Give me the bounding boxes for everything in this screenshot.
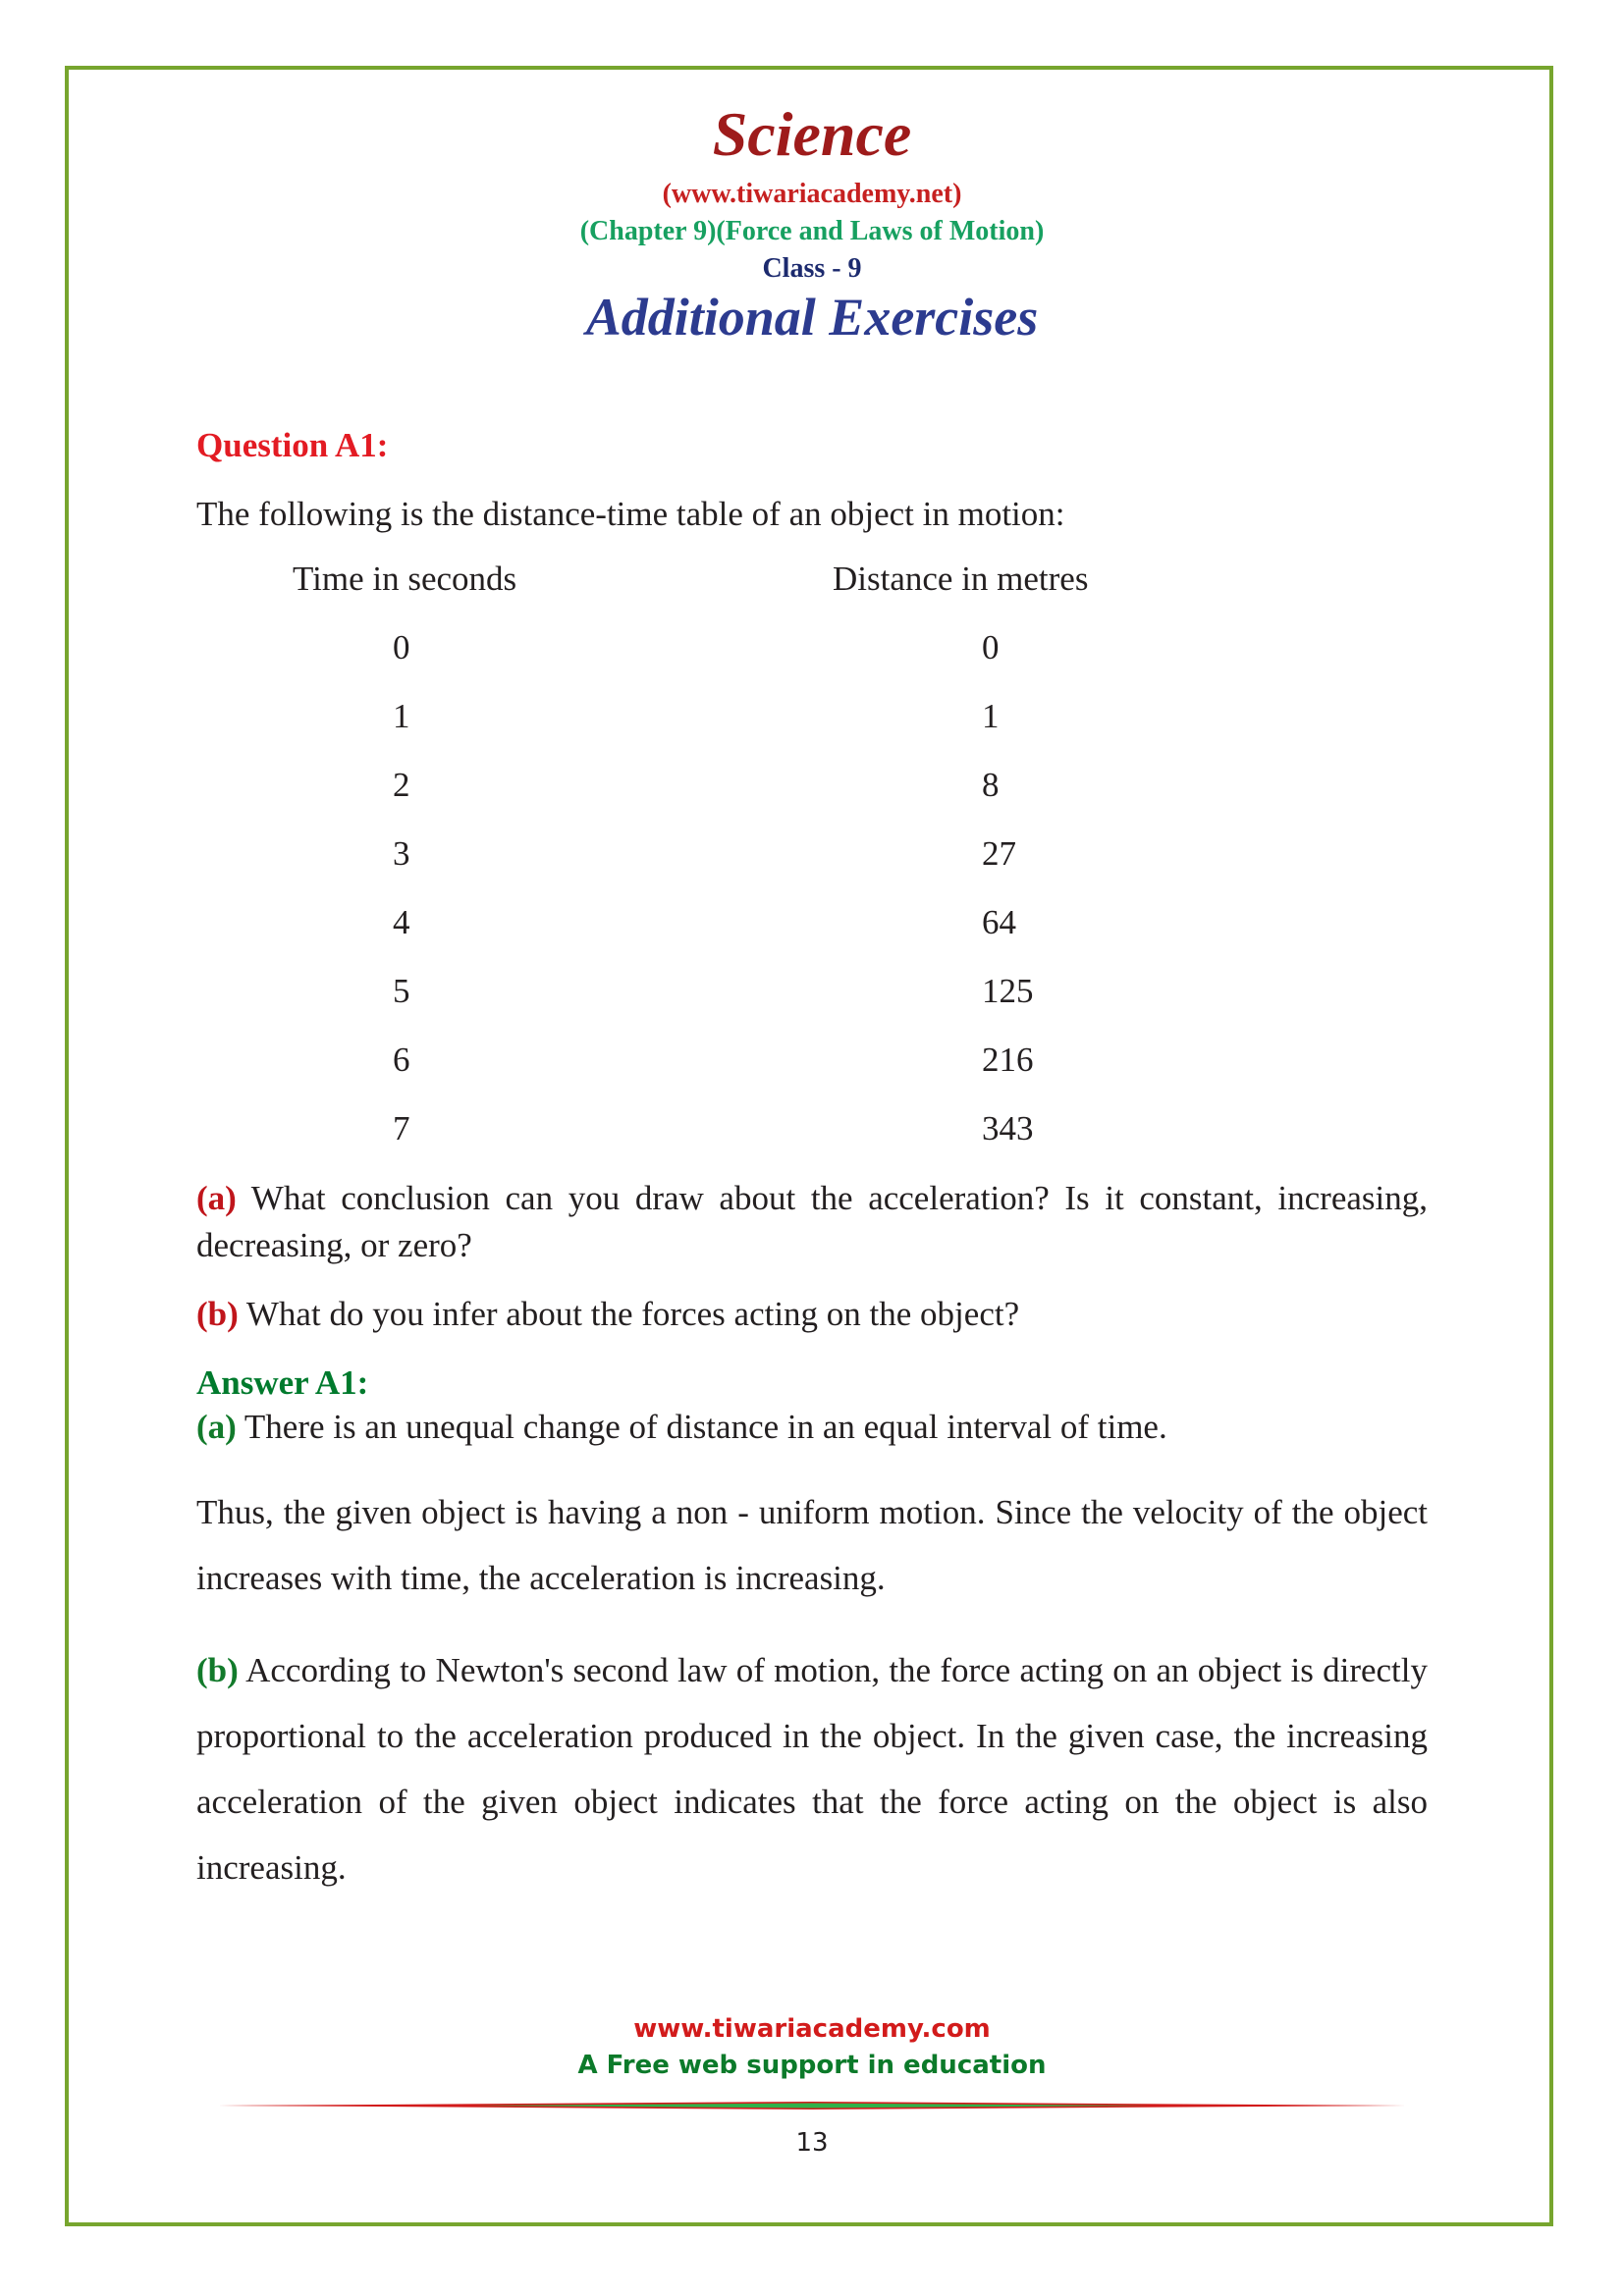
- footer-website: www.tiwariacademy.com: [633, 2014, 991, 2044]
- table-cell-time: 5: [393, 972, 410, 1010]
- footer-tagline: A Free web support in education: [577, 2051, 1047, 2080]
- table-cell-distance: 343: [982, 1109, 1034, 1148]
- table-cell-time: 4: [393, 903, 410, 941]
- table-cell-time: 1: [393, 697, 410, 735]
- question-part-a-label: (a): [196, 1179, 237, 1217]
- question-intro: The following is the distance-time table of an object in motion:: [196, 495, 1065, 533]
- table-cell-distance: 1: [982, 697, 1000, 735]
- footer-divider: [218, 2102, 1406, 2109]
- question-part-b: [196, 1291, 1428, 1337]
- table-cell-distance: 125: [982, 972, 1034, 1010]
- table-cell-time: 7: [393, 1109, 410, 1148]
- answer-part-a: [196, 1404, 1428, 1450]
- question-heading: Question A1:: [196, 426, 389, 464]
- question-part-a-text: What conclusion can you draw about the acceleration? Is it constant, increasing, decreasing, or zero?: [196, 1179, 1428, 1264]
- table-cell-time: 6: [393, 1041, 410, 1079]
- section-subtitle: Additional Exercises: [585, 288, 1039, 347]
- class-label: Class - 9: [762, 253, 862, 284]
- table-cell-distance: 27: [982, 834, 1016, 873]
- answer-heading: Answer A1:: [196, 1363, 369, 1402]
- table-cell-time: 2: [393, 766, 410, 804]
- table-cell-distance: 0: [982, 628, 1000, 667]
- answer-part-b-label: (b): [196, 1651, 239, 1689]
- answer-part-b-text: According to Newton's second law of motion, the force acting on an object is directly proportional to the acceleration produced in the object. In the given case, the increasing acceleration of the given object indicates that the force acting on the object is also increasing.: [196, 1651, 1428, 1887]
- question-part-b-text: What do you infer about the forces acting on the object?: [238, 1295, 1020, 1333]
- answer-part-a-text: There is an unequal change of distance in an equal interval of time.: [236, 1408, 1167, 1446]
- table-header-distance: Distance in metres: [833, 560, 1089, 598]
- question-part-a: [196, 1175, 1428, 1269]
- table-header-time: Time in seconds: [293, 560, 517, 598]
- page-border: [65, 66, 1553, 2226]
- answer-part-b: [196, 1637, 1428, 1900]
- table-cell-distance: 64: [982, 903, 1016, 941]
- table-cell-time: 0: [393, 628, 410, 667]
- table-cell-distance: 216: [982, 1041, 1034, 1079]
- table-cell-time: 3: [393, 834, 410, 873]
- header-website: (www.tiwariacademy.net): [662, 179, 962, 209]
- answer-paragraph: Thus, the given object is having a non - uniform motion. Since the velocity of the object increases with time, the acceleration is increasing.: [196, 1493, 1428, 1597]
- question-part-b-label: (b): [196, 1295, 239, 1333]
- answer-part-a-label: (a): [196, 1408, 237, 1446]
- table-cell-distance: 8: [982, 766, 1000, 804]
- page-title: Science: [712, 99, 912, 169]
- page-number: 13: [795, 2128, 829, 2158]
- chapter-label: (Chapter 9)(Force and Laws of Motion): [579, 216, 1045, 246]
